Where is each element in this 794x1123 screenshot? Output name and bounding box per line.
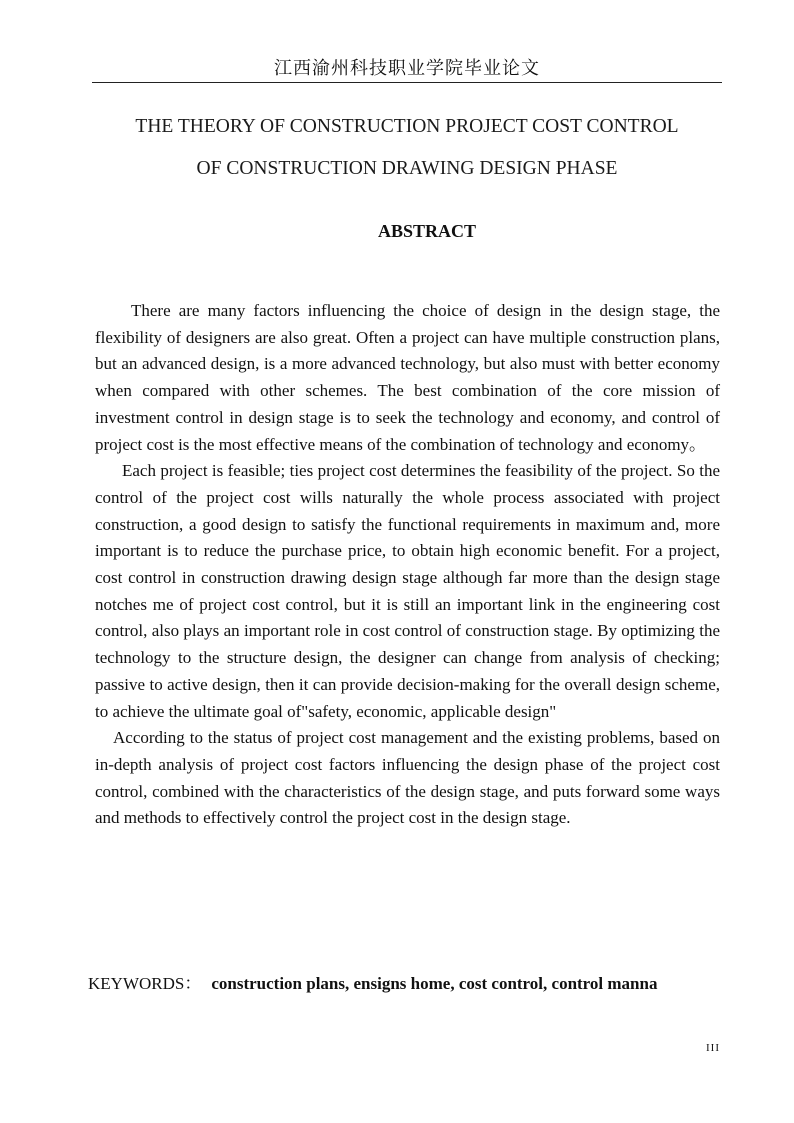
keywords-label: KEYWORDS： bbox=[88, 974, 202, 993]
abstract-paragraph-2: Each project is feasible; ties project cost determines the feasibility of the project. So the control of the project cost wills naturally the whole process associated with project construction, a good design to satisfy the functional requirements in maximum and, more important is to reduce the purchase price, to obtain high economic benefit. For a project, cost control in construction drawing design stage although far more than the design stage notches me of project cost control, but it is still an important link in the engineering cost control, also plays an important role in cost control of construction stage. By optimizing the technology to the structure design, the designer can change from analysis of checking; passive to active design, then it can provide decision-making for the overall design scheme, to achieve the ultimate goal of"safety, economic, applicable design" bbox=[95, 461, 720, 721]
header-divider bbox=[92, 82, 722, 83]
thesis-title-line-2: OF CONSTRUCTION DRAWING DESIGN PHASE bbox=[196, 158, 618, 179]
abstract-paragraph-1: There are many factors influencing the choice of design in the design stage, the flexibility of designers are also great. Often a project can have multiple construction plans, but an advanced design, is a more advanced technology, but also must with better economy when compared with other schemes. The best combination of the core mission of investment control in design stage is to seek the technology and economy, and control of project cost is the most effective means of the combination of technology and economy。 bbox=[95, 301, 720, 454]
abstract-heading: ABSTRACT bbox=[377, 221, 477, 241]
abstract-paragraph-3: According to the status of project cost management and the existing problems, based on in-depth analysis of project cost factors influencing the design phase of the project cost control, combined with the characteristics of the design stage, and puts forward some ways and methods to effectively control the project cost in the design stage. bbox=[95, 728, 720, 828]
keywords-line bbox=[88, 972, 657, 996]
running-header-title: 江西渝州科技职业学院毕业论文 bbox=[274, 58, 540, 79]
abstract-body bbox=[95, 298, 720, 832]
keywords-values: construction plans, ensigns home, cost control, control manna bbox=[211, 974, 658, 993]
thesis-title-line-1: THE THEORY OF CONSTRUCTION PROJECT COST CONTROL bbox=[135, 116, 679, 137]
page-number: III bbox=[706, 1042, 720, 1054]
